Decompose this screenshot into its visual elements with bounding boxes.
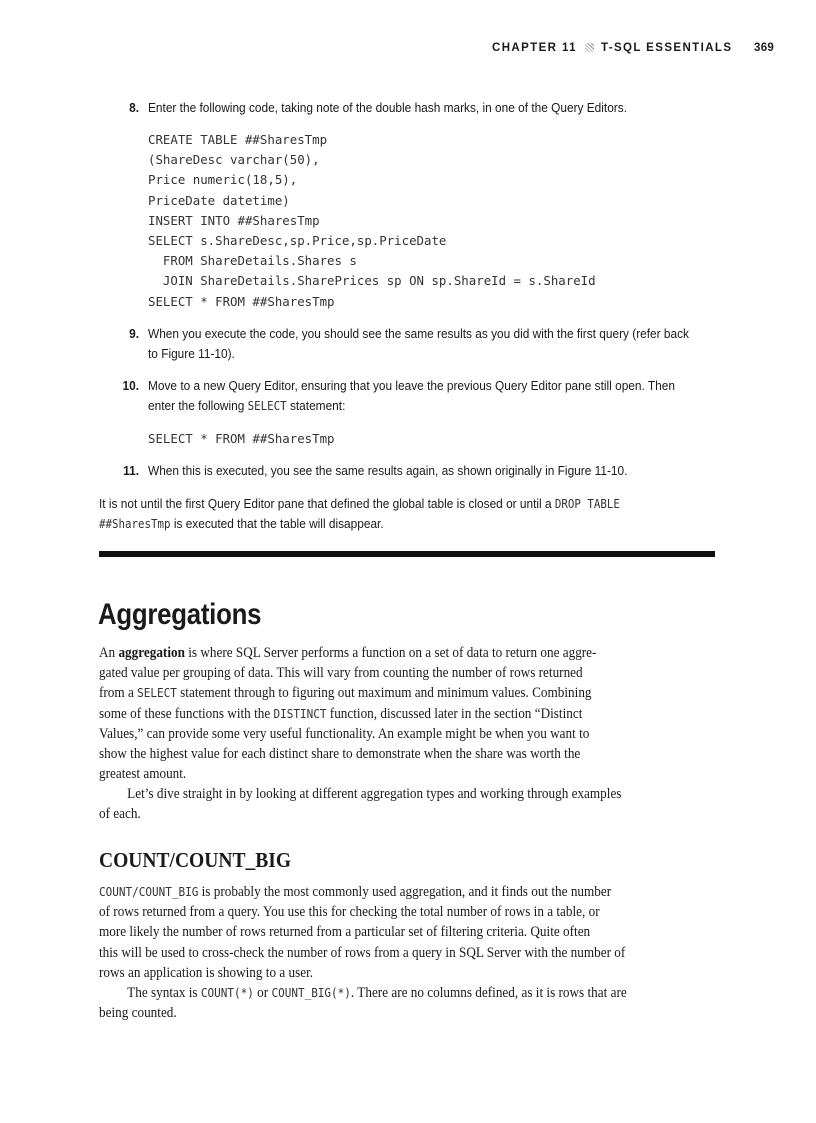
inline-code: SELECT [247, 399, 287, 413]
code-line: (ShareDesc varchar(50), [148, 152, 320, 168]
inline-code: DISTINCT [273, 705, 327, 721]
code-line: SELECT * FROM ##SharesTmp [148, 293, 335, 309]
section-divider [99, 551, 715, 557]
code-block [148, 130, 596, 312]
inline-code: DROP TABLE [554, 497, 620, 511]
code-line: FROM ShareDetails.Shares s [148, 253, 357, 269]
code-line: INSERT INTO ##SharesTmp [148, 212, 320, 228]
step-text: Move to a new Query Editor, ensuring that you leave the previous Query Editor pane still open. Then enter the following SELECT statement: [148, 378, 675, 413]
inline-code: COUNT(*) [200, 985, 254, 1000]
step-text: When you execute the code, you should see the same results as you did with the first query (refer back to Figure 11-10). [148, 326, 689, 361]
subsection-heading: COUNT/COUNT_BIG [99, 848, 292, 872]
paragraph: The syntax is COUNT(*) or COUNT_BIG(*). There are no columns defined, as it is rows that are being counted. [99, 985, 627, 1022]
inline-code: SELECT [137, 685, 177, 701]
page-number: 369 [754, 42, 775, 54]
chapter-label: CHAPTER 11 [492, 42, 577, 54]
step-text: When this is executed, you see the same results again, as shown originally in Figure 11-10. [148, 463, 628, 478]
running-header [492, 42, 782, 58]
step-number: 9. [129, 326, 139, 341]
code-line: PriceDate datetime) [148, 192, 290, 208]
separator-icon [585, 43, 594, 52]
code-line: Price numeric(18,5), [148, 172, 298, 188]
paragraph: Let’s dive straight in by looking at different aggregation types and working through examples of each. [99, 786, 622, 823]
step-text: Enter the following code, taking note of the double hash marks, in one of the Query Editors. [148, 100, 627, 115]
paragraph: COUNT/COUNT_BIG is probably the most commonly used aggregation, and it finds out the number of rows returned from a query. You use this for checking the total number of rows in a table, or more likely the number of rows returned from a particular set of filtering criteria. Quite often this will be used to cross-check the number of rows from a query in SQL Server with the number of rows an application is showing to a user. [99, 884, 626, 981]
inline-code: COUNT/COUNT_BIG [99, 884, 199, 899]
code-line: JOIN ShareDetails.SharePrices sp ON sp.ShareId = s.ShareId [148, 273, 596, 289]
section-heading: Aggregations [98, 598, 262, 631]
inline-code: COUNT_BIG(*) [271, 985, 351, 1000]
paragraph: An aggregation is where SQL Server performs a function on a set of data to return one aggre- gated value per grouping of data. This will vary from counting the number of rows returned from a SELECT statement through to figuring out maximum and minimum values. Combining some of these functions with the DISTINCT function, discussed later in the section “Distinct Values,” can provide some very useful functionality. An example might be when you want to show the highest value for each distinct share to demonstrate when the share was worth the greatest amount. [99, 645, 597, 783]
step-number: 10. [122, 378, 139, 393]
chapter-title: T-SQL ESSENTIALS [600, 42, 733, 54]
step-number: 8. [129, 100, 139, 115]
code-block: SELECT * FROM ##SharesTmp [148, 431, 335, 446]
inline-code: ##SharesTmp [99, 517, 171, 531]
code-line: CREATE TABLE ##SharesTmp [148, 132, 328, 147]
closing-note: It is not until the first Query Editor pane that defined the global table is closed or until a DROP TABLE ##SharesTmp is executed that the table will disappear. [99, 496, 620, 531]
code-line: SELECT s.ShareDesc,sp.Price,sp.PriceDate [148, 233, 447, 249]
step-number: 11. [123, 463, 139, 478]
